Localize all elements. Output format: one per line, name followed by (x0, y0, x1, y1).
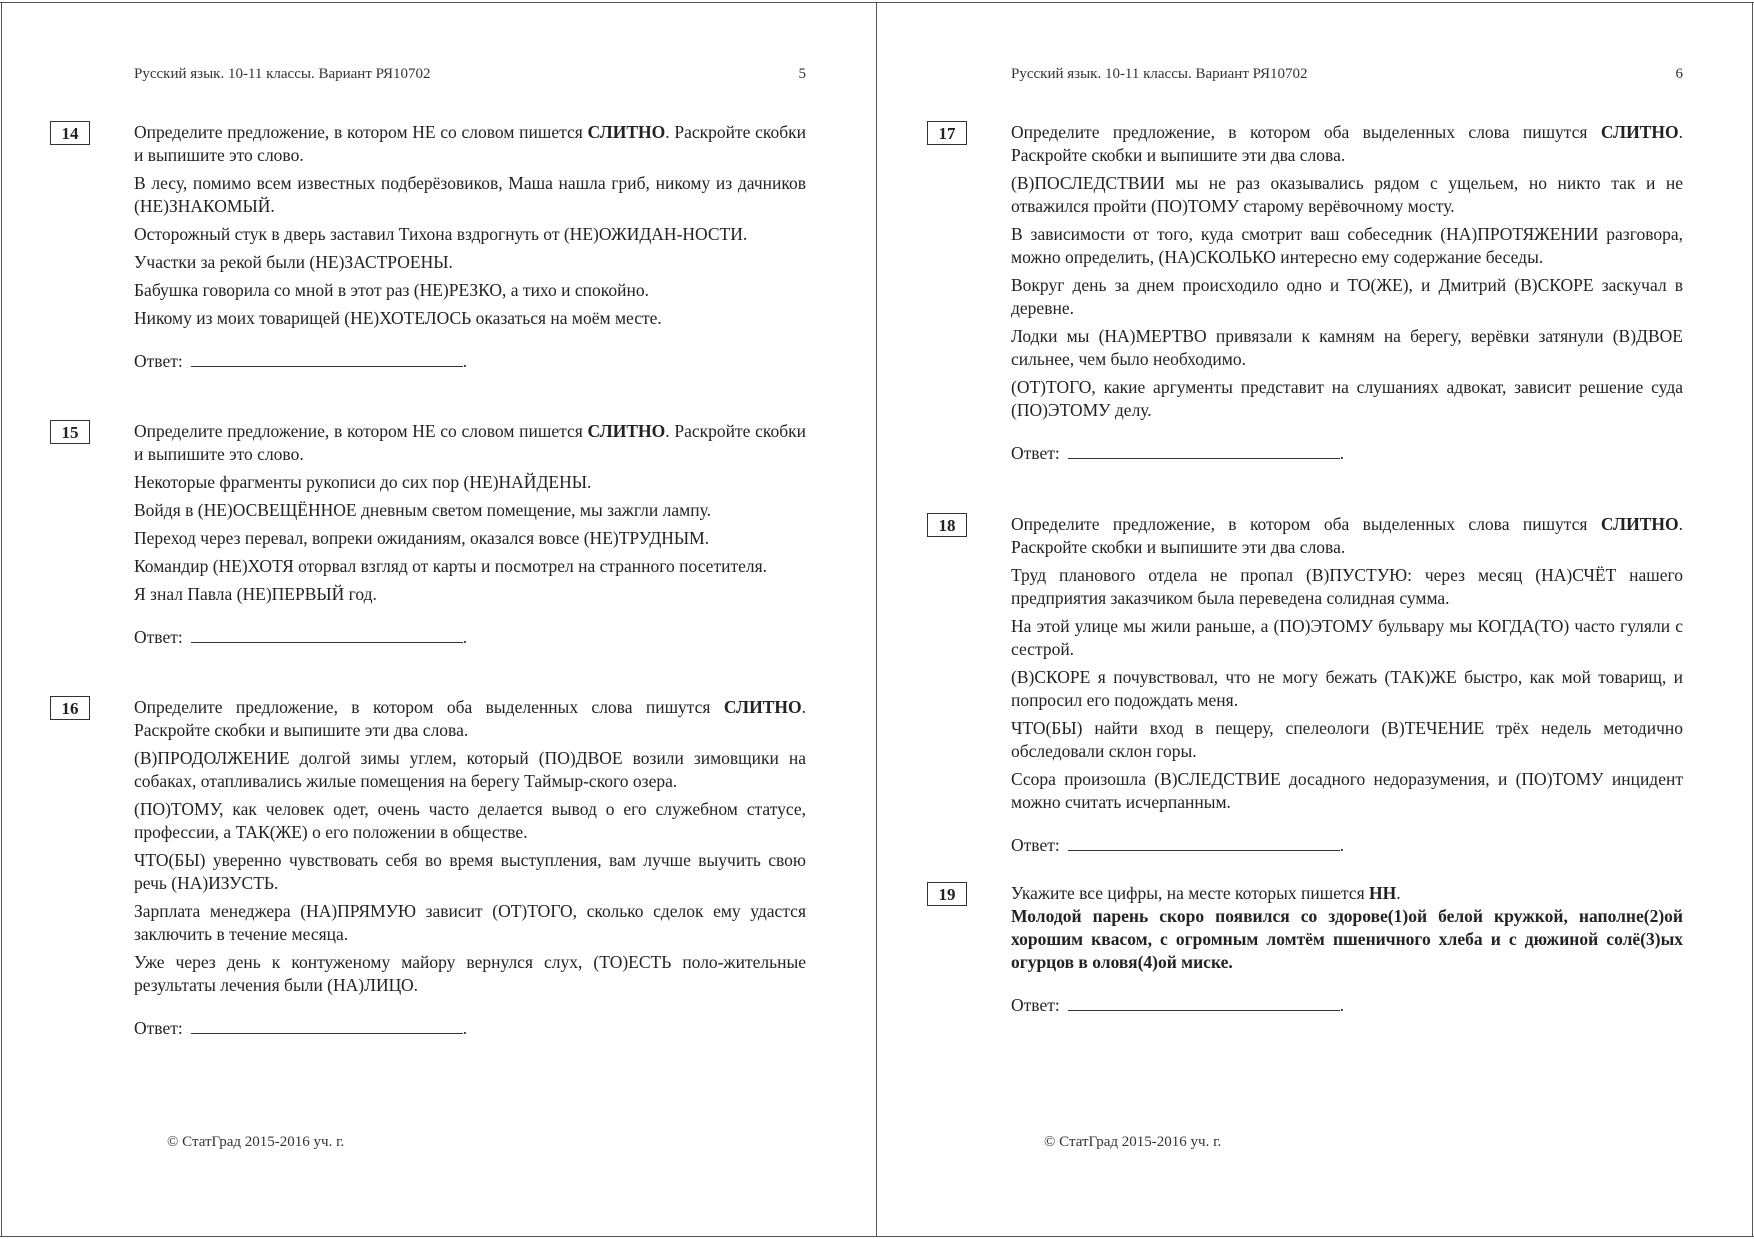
answer-field[interactable] (1068, 994, 1340, 1011)
task-number-box: 15 (50, 420, 90, 444)
sentence: (В)СКОРЕ я почувствовал, что не могу бежать (ТАК)ЖЕ быстро, как мой товарищ, и попросил его подождать меня. (1011, 667, 1683, 710)
task-number-box: 18 (927, 513, 967, 537)
task-intro: Укажите все цифры, на месте которых пишется НН. (1011, 883, 1401, 903)
answer-label: Ответ: (1011, 443, 1060, 463)
task-16 (61, 696, 806, 1040)
sentence: Уже через день к контуженому майору вернулся слух, (ТО)ЕСТЬ поло-жительные результаты лечения были (НА)ЛИЦО. (134, 952, 806, 995)
sentence: На этой улице мы жили раньше, а (ПО)ЭТОМУ бульвару мы КОГДА(ТО) часто гуляли с сестрой. (1011, 616, 1683, 659)
task-number-box: 17 (927, 121, 967, 145)
page-footer: © СтатГрад 2015-2016 уч. г. (167, 1134, 345, 1150)
sentence: Никому из моих товарищей (НЕ)ХОТЕЛОСЬ оказаться на моём месте. (134, 308, 662, 328)
answer-label: Ответ: (134, 1018, 183, 1038)
answer-label: Ответ: (1011, 995, 1060, 1015)
task-number-box: 16 (50, 696, 90, 720)
task-17 (938, 121, 1683, 465)
answer-row: Ответ: . (1011, 443, 1345, 463)
answer-row: Ответ: . (134, 627, 468, 647)
task-19 (938, 882, 1683, 1017)
sentence: Вокруг день за днем происходило одно и ТО(ЖЕ), и Дмитрий (В)СКОРЕ заскучал в деревне. (1011, 275, 1683, 318)
answer-row: Ответ: . (1011, 835, 1345, 855)
task-18 (938, 513, 1683, 857)
sentence: Участки за рекой были (НЕ)ЗАСТРОЕНЫ. (134, 252, 453, 272)
sentence: (В)ПОСЛЕДСТВИИ мы не раз оказывались рядом с ущельем, но никто так и не отважился пройти (ПО)ТОМУ старому верёвочному мосту. (1011, 173, 1683, 216)
sentence: Я знал Павла (НЕ)ПЕРВЫЙ год. (134, 584, 377, 604)
task-14 (61, 121, 807, 373)
page-footer: © СтатГрад 2015-2016 уч. г. (1044, 1134, 1222, 1150)
sentence: Ссора произошла (В)СЛЕДСТВИЕ досадного недоразумения, и (ПО)ТОМУ инцидент можно считать исчерпанным. (1011, 769, 1683, 812)
sentence: (В)ПРОДОЛЖЕНИЕ долгой зимы углем, который (ПО)ДВОЕ возили зимовщики на собаках, отапливались жилые помещения на берегу Таймыр-ского озера. (134, 748, 806, 791)
task-15 (61, 420, 807, 649)
sentence: Осторожный стук в дверь заставил Тихона вздрогнуть от (НЕ)ОЖИДАН-НОСТИ. (134, 224, 748, 244)
task-intro: Определите предложение, в котором оба выделенных слова пишутся СЛИТНО. Раскройте скобки и выпишите эти два слова. (1011, 122, 1683, 165)
sentence: Войдя в (НЕ)ОСВЕЩЁННОЕ дневным светом помещение, мы зажгли лампу. (134, 500, 711, 520)
sentence: Лодки мы (НА)МЕРТВО привязали к камням на берегу, верёвки затянули (В)ДВОЕ сильнее, чем было необходимо. (1011, 326, 1683, 369)
answer-field[interactable] (1068, 442, 1340, 459)
header-title: Русский язык. 10-11 классы. Вариант РЯ10702 (134, 66, 431, 82)
sentence: Зарплата менеджера (НА)ПРЯМУЮ зависит (ОТ)ТОГО, сколько сделок ему удастся заключить в течение месяца. (134, 901, 806, 944)
answer-field[interactable] (191, 1017, 463, 1034)
page-header (1011, 66, 1683, 88)
page-number: 5 (798, 66, 806, 82)
task-intro: Определите предложение, в котором НЕ со словом пишется СЛИТНО. Раскройте скобки и выпишите это слово. (134, 122, 807, 165)
answer-field[interactable] (191, 626, 463, 643)
task-text: Молодой парень скоро появился со здорове(1)ой белой кружкой, наполне(2)ой хорошим квасом, с огромным ломтём пшеничного хлеба и с дюжиной солё(3)ых огурцов в оловя(4)ой миске. (1011, 906, 1683, 972)
sentence: В зависимости от того, куда смотрит ваш собеседник (НА)ПРОТЯЖЕНИИ разговора, можно определить, (НА)СКОЛЬКО интересно ему содержание беседы. (1011, 224, 1683, 267)
answer-label: Ответ: (1011, 835, 1060, 855)
page-header (134, 66, 806, 88)
sentence: Переход через перевал, вопреки ожиданиям, оказался вовсе (НЕ)ТРУДНЫМ. (134, 528, 710, 548)
answer-row: Ответ: . (134, 351, 468, 371)
sentence: ЧТО(БЫ) уверенно чувствовать себя во время выступления, вам лучше выучить свою речь (НА)ИЗУСТЬ. (134, 850, 806, 893)
task-intro: Определите предложение, в котором оба выделенных слова пишутся СЛИТНО. Раскройте скобки и выпишите эти два слова. (134, 697, 806, 740)
sentence: Командир (НЕ)ХОТЯ оторвал взгляд от карты и посмотрел на странного посетителя. (134, 556, 768, 576)
answer-field[interactable] (1068, 834, 1340, 851)
answer-field[interactable] (191, 350, 463, 367)
answer-row: Ответ: . (1011, 995, 1345, 1015)
answer-row: Ответ: . (134, 1018, 468, 1038)
sentence: Труд планового отдела не пропал (В)ПУСТУЮ: через месяц (НА)СЧЁТ нашего предприятия заказчиком была переведена солидная сумма. (1011, 565, 1683, 608)
task-intro: Определите предложение, в котором оба выделенных слова пишутся СЛИТНО. Раскройте скобки и выпишите эти два слова. (1011, 514, 1683, 557)
sentence: (ПО)ТОМУ, как человек одет, очень часто делается вывод о его служебном статусе, профессии, а ТАК(ЖЕ) о его положении в обществе. (134, 799, 806, 842)
page-number: 6 (1675, 66, 1683, 82)
right-page (877, 0, 1754, 1239)
sentence: (ОТ)ТОГО, какие аргументы представит на слушаниях адвокат, зависит решение суда (ПО)ЭТОМУ делу. (1011, 377, 1683, 420)
sentence: Некоторые фрагменты рукописи до сих пор (НЕ)НАЙДЕНЫ. (134, 472, 592, 492)
sentence: Бабушка говорила со мной в этот раз (НЕ)РЕЗКО, а тихо и спокойно. (134, 280, 649, 300)
answer-label: Ответ: (134, 351, 183, 371)
task-number-box: 14 (50, 121, 90, 145)
answer-label: Ответ: (134, 627, 183, 647)
sentence: ЧТО(БЫ) найти вход в пещеру, спелеологи (В)ТЕЧЕНИЕ трёх недель методично обследовали склон горы. (1011, 718, 1683, 761)
header-title: Русский язык. 10-11 классы. Вариант РЯ10702 (1011, 66, 1308, 82)
task-number-box: 19 (927, 882, 967, 906)
sentence: В лесу, помимо всем известных подберёзовиков, Маша нашла гриб, никому из дачников (НЕ)ЗНАКОМЫЙ. (134, 173, 806, 216)
task-intro: Определите предложение, в котором НЕ со словом пишется СЛИТНО. Раскройте скобки и выпишите это слово. (134, 421, 807, 464)
